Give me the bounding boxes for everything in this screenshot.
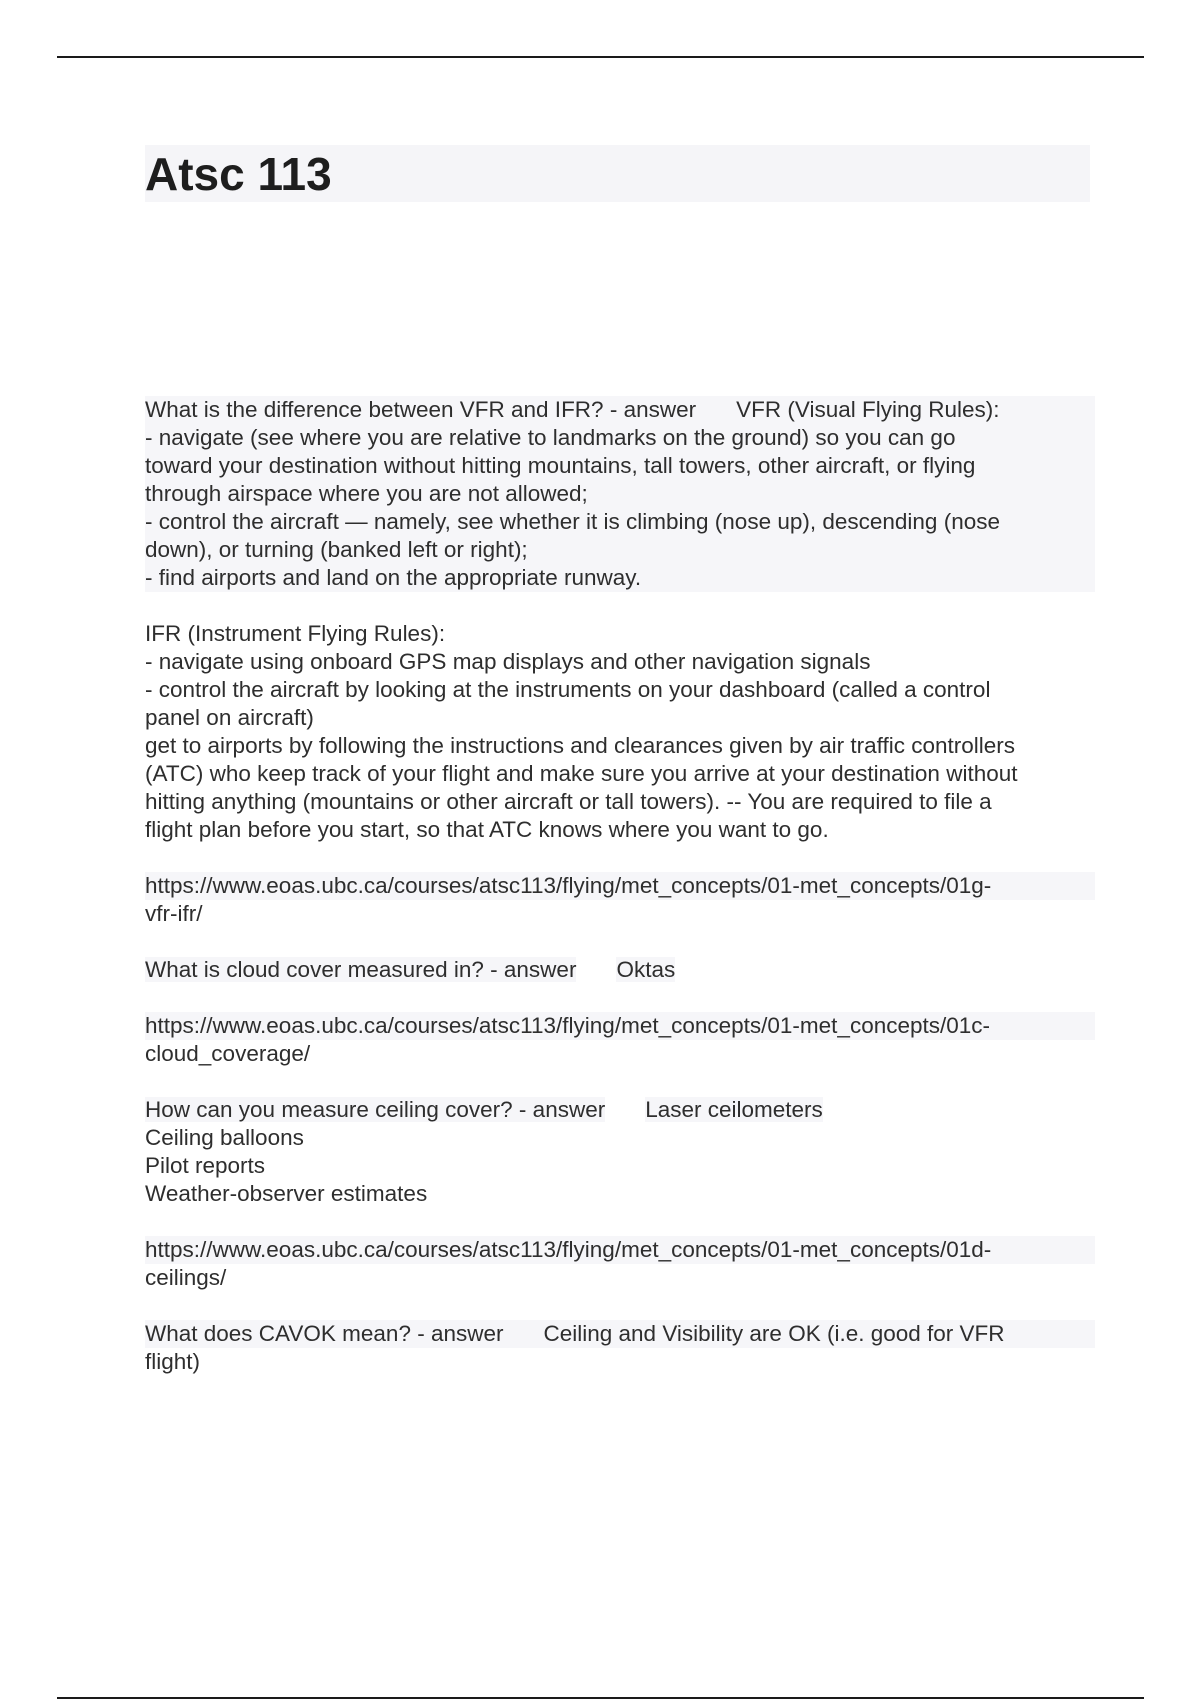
answer-line: get to airports by following the instructions and clearances given by air traffic controllers (145, 733, 1016, 758)
question-text: What is the difference between VFR and IFR? - answer (145, 397, 697, 422)
answer-line: - control the aircraft — namely, see whether it is climbing (nose up), descending (nose (145, 508, 1095, 536)
question-text: What does CAVOK mean? - answer (145, 1321, 504, 1346)
answer-text: VFR (Visual Flying Rules): (736, 397, 1000, 422)
answer-line: down), or turning (banked left or right); (145, 536, 1095, 564)
question-line (145, 956, 1095, 984)
link-line[interactable]: https://www.eoas.ubc.ca/courses/atsc113/flying/met_concepts/01-met_concepts/01d- (145, 1236, 1095, 1264)
question-line (145, 396, 1095, 424)
reference-link[interactable] (145, 1012, 1095, 1068)
answer-line: Ceiling balloons (145, 1125, 304, 1150)
answer-line: IFR (Instrument Flying Rules): (145, 621, 446, 646)
reference-link[interactable] (145, 872, 1095, 928)
answer-line: - navigate using onboard GPS map displays and other navigation signals (145, 649, 871, 674)
bottom-rule (57, 1697, 1144, 1699)
answer-line: - control the aircraft by looking at the instruments on your dashboard (called a control (145, 677, 991, 702)
answer-text: Ceiling and Visibility are OK (i.e. good for VFR (543, 1321, 1005, 1346)
question-text: What is cloud cover measured in? - answer (145, 957, 577, 982)
answer-text: Oktas (616, 957, 676, 982)
document-body (145, 396, 1095, 1404)
top-rule (57, 56, 1144, 58)
answer-line: (ATC) who keep track of your flight and make sure you arrive at your destination without (145, 761, 1018, 786)
answer-line: through airspace where you are not allowed; (145, 480, 1095, 508)
answer-line: flight plan before you start, so that ATC knows where you want to go. (145, 817, 829, 842)
link-line[interactable]: https://www.eoas.ubc.ca/courses/atsc113/flying/met_concepts/01-met_concepts/01g- (145, 872, 1095, 900)
answer-line: - navigate (see where you are relative to landmarks on the ground) so you can go (145, 424, 1095, 452)
reference-link[interactable] (145, 1236, 1095, 1292)
link-line[interactable]: ceilings/ (145, 1265, 227, 1290)
answer-line: Weather-observer estimates (145, 1181, 428, 1206)
answer-line: flight) (145, 1349, 201, 1374)
link-line[interactable]: vfr-ifr/ (145, 901, 203, 926)
answer-text: Laser ceilometers (645, 1097, 823, 1122)
link-line[interactable]: https://www.eoas.ubc.ca/courses/atsc113/flying/met_concepts/01-met_concepts/01c- (145, 1012, 1095, 1040)
answer-line: hitting anything (mountains or other aircraft or tall towers). -- You are required to file a (145, 789, 992, 814)
question-text: How can you measure ceiling cover? - answer (145, 1097, 606, 1122)
document-title: Atsc 113 (145, 148, 332, 200)
qa-item-cavok (145, 1320, 1095, 1376)
qa-item-ceiling (145, 1096, 1095, 1208)
answer-line: - find airports and land on the appropriate runway. (145, 564, 1095, 592)
question-line (145, 1096, 1095, 1124)
ifr-section (145, 620, 1095, 844)
question-line (145, 1320, 1095, 1348)
answer-line: Pilot reports (145, 1153, 266, 1178)
qa-item-vfr-ifr (145, 396, 1095, 592)
answer-line: panel on aircraft) (145, 705, 314, 730)
answer-line: toward your destination without hitting mountains, tall towers, other aircraft, or flying (145, 452, 1095, 480)
link-line[interactable]: cloud_coverage/ (145, 1041, 311, 1066)
qa-item-cloud-cover (145, 956, 1095, 984)
